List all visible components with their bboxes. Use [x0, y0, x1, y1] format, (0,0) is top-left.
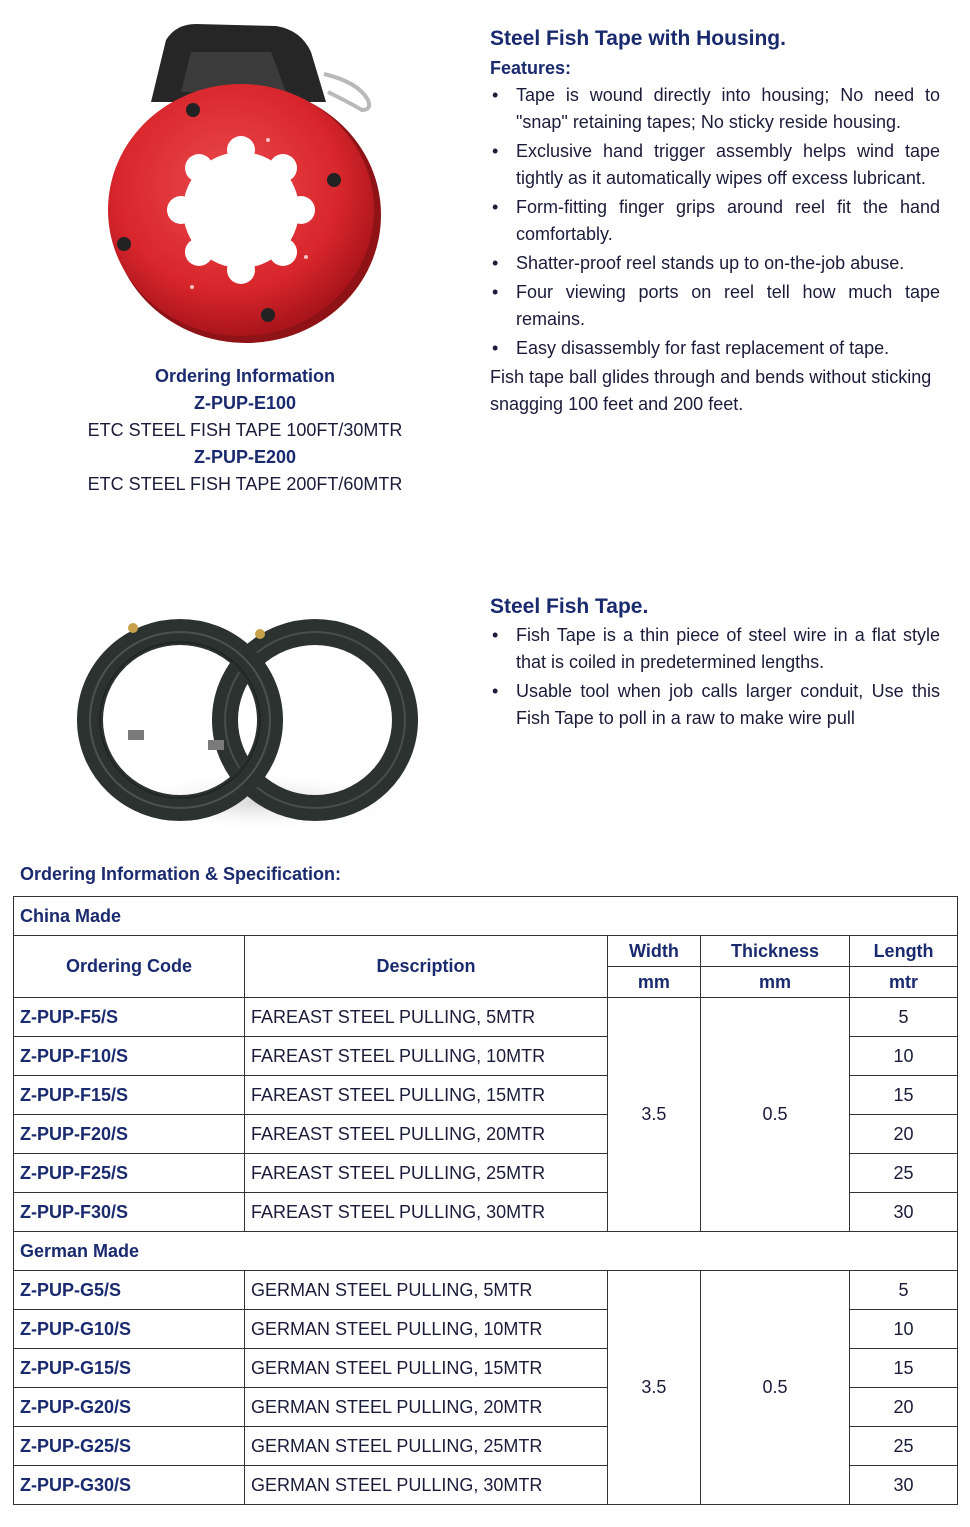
- row-description: FAREAST STEEL PULLING, 25MTR: [245, 1154, 608, 1193]
- row-code: Z-PUP-F5/S: [14, 998, 245, 1037]
- row-thickness: 0.5: [700, 1271, 849, 1505]
- section1-title: Steel Fish Tape with Housing.: [490, 27, 786, 50]
- row-description: GERMAN STEEL PULLING, 20MTR: [245, 1388, 608, 1427]
- spec-table: [13, 896, 958, 1505]
- row-length: 30: [850, 1466, 958, 1505]
- section2-features-list: [490, 622, 940, 732]
- row-length: 25: [850, 1154, 958, 1193]
- row-code: Z-PUP-G20/S: [14, 1388, 245, 1427]
- feature-item: • Exclusive hand trigger assembly helps wind tape tightly as it automatically wipes off excess lubricant.: [490, 138, 940, 192]
- row-description: FAREAST STEEL PULLING, 30MTR: [245, 1193, 608, 1232]
- section1-paragraph: Fish tape ball glides through and bends without sticking snagging 100 feet and 200 feet.: [490, 367, 932, 414]
- table-heading: Ordering Information & Specification:: [20, 864, 342, 884]
- group-row: [14, 897, 958, 936]
- header-ordering-code: Ordering Code: [14, 936, 245, 998]
- row-length: 10: [850, 1310, 958, 1349]
- row-description: GERMAN STEEL PULLING, 25MTR: [245, 1427, 608, 1466]
- row-code: Z-PUP-G5/S: [14, 1271, 245, 1310]
- unit-thickness: mm: [700, 967, 849, 998]
- row-description: FAREAST STEEL PULLING, 5MTR: [245, 998, 608, 1037]
- row-code: Z-PUP-G10/S: [14, 1310, 245, 1349]
- features-heading: Features:: [490, 58, 572, 78]
- feature-item: • Form-fitting finger grips around reel fit the hand comfortably.: [490, 194, 940, 248]
- steel-tape-coils-icon: [70, 612, 420, 842]
- ordering-info-heading: Ordering Information: [155, 366, 335, 386]
- table-row: [14, 998, 958, 1037]
- header-row: [14, 936, 958, 967]
- row-code: Z-PUP-F25/S: [14, 1154, 245, 1193]
- header-width: Width: [608, 936, 701, 967]
- section2-title: Steel Fish Tape.: [490, 595, 649, 618]
- row-length: 25: [850, 1427, 958, 1466]
- section1-text: [490, 24, 940, 418]
- row-description: GERMAN STEEL PULLING, 10MTR: [245, 1310, 608, 1349]
- features-list: [490, 82, 940, 362]
- row-length: 15: [850, 1349, 958, 1388]
- group-name: China Made: [14, 897, 958, 936]
- ordering-info-block: [45, 363, 445, 498]
- feature-item: • Easy disassembly for fast replacement of tape.: [490, 335, 940, 362]
- feature-item: • Four viewing ports on reel tell how much tape remains.: [490, 279, 940, 333]
- row-code: Z-PUP-G15/S: [14, 1349, 245, 1388]
- row-description: FAREAST STEEL PULLING, 15MTR: [245, 1076, 608, 1115]
- row-description: GERMAN STEEL PULLING, 30MTR: [245, 1466, 608, 1505]
- ordering-code: Z-PUP-E100: [193, 393, 297, 413]
- row-description: FAREAST STEEL PULLING, 20MTR: [245, 1115, 608, 1154]
- row-code: Z-PUP-F15/S: [14, 1076, 245, 1115]
- red-fish-tape-reel-icon: [96, 12, 396, 360]
- row-length: 20: [850, 1115, 958, 1154]
- row-length: 30: [850, 1193, 958, 1232]
- row-code: Z-PUP-F20/S: [14, 1115, 245, 1154]
- feature-item: • Usable tool when job calls larger conduit, Use this Fish Tape to poll in a raw to make wire pull: [490, 678, 940, 732]
- row-width: 3.5: [608, 998, 701, 1232]
- row-description: GERMAN STEEL PULLING, 5MTR: [245, 1271, 608, 1310]
- row-length: 15: [850, 1076, 958, 1115]
- row-width: 3.5: [608, 1271, 701, 1505]
- ordering-description: ETC STEEL FISH TAPE 200FT/60MTR: [87, 474, 403, 494]
- header-thickness: Thickness: [700, 936, 849, 967]
- feature-item: • Fish Tape is a thin piece of steel wire in a flat style that is coiled in predetermined lengths.: [490, 622, 940, 676]
- unit-width: mm: [608, 967, 701, 998]
- feature-item: • Tape is wound directly into housing; No need to "snap" retaining tapes; No sticky reside housing.: [490, 82, 940, 136]
- row-description: GERMAN STEEL PULLING, 15MTR: [245, 1349, 608, 1388]
- row-length: 5: [850, 998, 958, 1037]
- row-thickness: 0.5: [700, 998, 849, 1232]
- ordering-code: Z-PUP-E200: [193, 447, 297, 467]
- ordering-description: ETC STEEL FISH TAPE 100FT/30MTR: [87, 420, 403, 440]
- section2-text: [490, 592, 940, 734]
- group-name: German Made: [14, 1232, 958, 1271]
- row-code: Z-PUP-G30/S: [14, 1466, 245, 1505]
- unit-length: mtr: [850, 967, 958, 998]
- row-description: FAREAST STEEL PULLING, 10MTR: [245, 1037, 608, 1076]
- row-code: Z-PUP-F10/S: [14, 1037, 245, 1076]
- row-length: 20: [850, 1388, 958, 1427]
- row-code: Z-PUP-F30/S: [14, 1193, 245, 1232]
- header-length: Length: [850, 936, 958, 967]
- header-description: Description: [245, 936, 608, 998]
- feature-item: • Shatter-proof reel stands up to on-the-job abuse.: [490, 250, 940, 277]
- row-length: 5: [850, 1271, 958, 1310]
- table-row: [14, 1271, 958, 1310]
- row-code: Z-PUP-G25/S: [14, 1427, 245, 1466]
- row-length: 10: [850, 1037, 958, 1076]
- group-row: [14, 1232, 958, 1271]
